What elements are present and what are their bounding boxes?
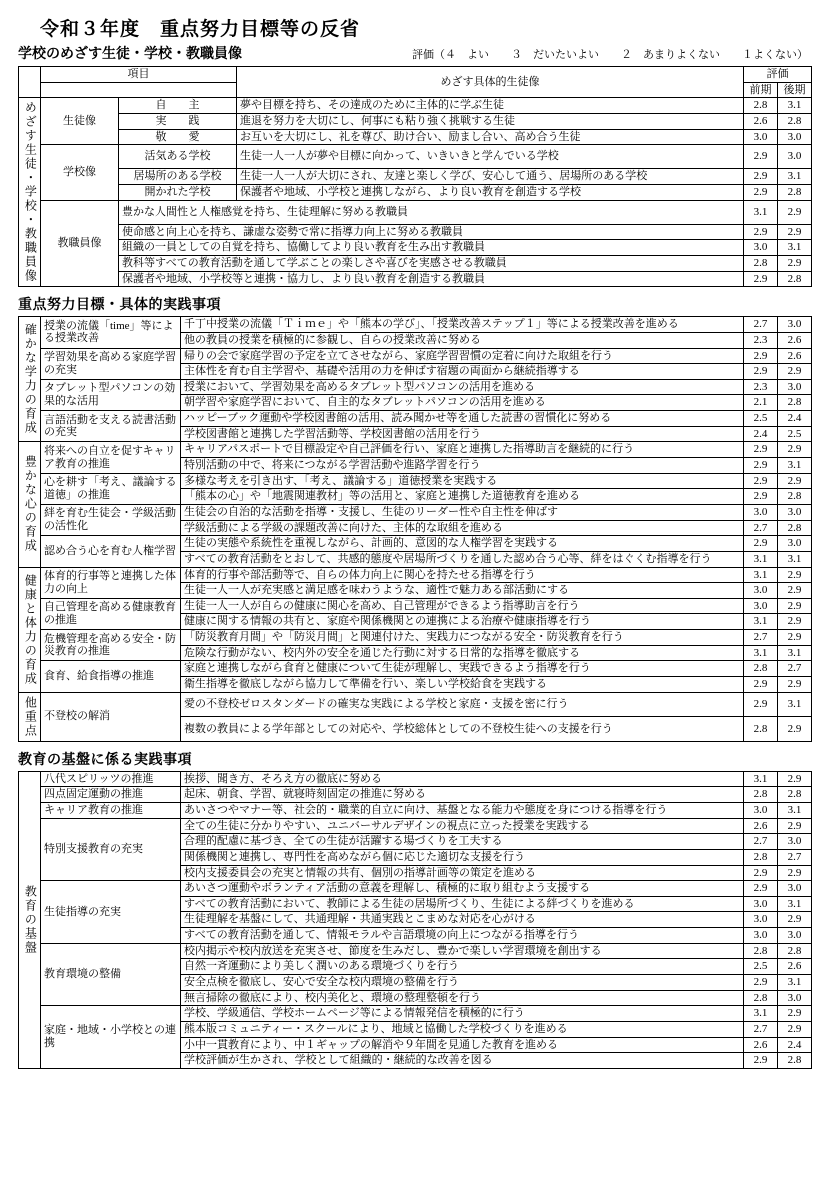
score-first-term: 2.8 — [744, 787, 778, 803]
score-first-term: 2.9 — [744, 677, 778, 693]
priority-detail: 健康に関する情報の共有と、家庭や関係機関との連携による治療や健康指導を行う — [181, 614, 744, 630]
table-row — [19, 317, 812, 333]
score-second-term: 2.5 — [778, 426, 812, 442]
score-second-term: 3.0 — [778, 504, 812, 520]
foundation-detail: 生徒理解を基盤にして、共通理解・共通実践とこまめな対応を心がける — [181, 912, 744, 928]
score-first-term: 2.6 — [744, 818, 778, 834]
foundation-detail: 全ての生徒に分かりやすい、ユニバーサルデザインの視点に立った授業を実践する — [181, 818, 744, 834]
score-first-term: 3.0 — [744, 583, 778, 599]
priority-detail: 多様な考えを引き出す、「考え、議論する」道徳授業を実践する — [181, 473, 744, 489]
score-first-term: 2.3 — [744, 332, 778, 348]
score-second-term: 2.7 — [778, 661, 812, 677]
evaluation-legend: 評価（４ よい ３ だいたいよい ２ あまりよくない １よくない） — [412, 49, 808, 61]
score-first-term: 2.8 — [744, 990, 778, 1006]
foundation-detail: 学校、学級通信、学校ホームページ等による情報発信を積極的に行う — [181, 1006, 744, 1022]
score-first-term: 2.9 — [744, 974, 778, 990]
vision-item-label: 敬 愛 — [119, 129, 237, 145]
score-second-term: 3.1 — [778, 645, 812, 661]
table-row — [19, 442, 812, 458]
score-first-term: 3.0 — [744, 802, 778, 818]
score-first-term: 2.9 — [744, 473, 778, 489]
score-second-term: 2.9 — [778, 912, 812, 928]
score-first-term: 2.6 — [744, 1037, 778, 1053]
table-row — [19, 787, 812, 803]
score-second-term: 2.9 — [778, 200, 812, 224]
priority-item-label: タブレット型パソコンの効果的な活用 — [41, 379, 181, 410]
priority-detail: 生徒会の自治的な活動を指導・支援し、生徒のリーダー性や自主性を伸ばす — [181, 504, 744, 520]
score-first-term: 2.8 — [744, 717, 778, 742]
priority-detail: 複数の教員による学年部としての対応や、学校総体としての不登校生徒への支援を行う — [181, 717, 744, 742]
priority-table — [18, 316, 812, 741]
priority-category-text: 健康と体力の育成 — [23, 573, 38, 686]
score-second-term: 2.8 — [778, 520, 812, 536]
score-first-term: 2.1 — [744, 395, 778, 411]
score-first-term: 3.0 — [744, 598, 778, 614]
table-row — [19, 536, 812, 552]
subtitle-row — [18, 43, 812, 63]
score-second-term: 3.0 — [778, 379, 812, 395]
table-row — [19, 1006, 812, 1022]
table-row — [19, 271, 812, 287]
priority-item-label: 将来への自立を促すキャリア教育の推進 — [41, 442, 181, 473]
score-second-term: 3.0 — [778, 881, 812, 897]
table-row — [19, 145, 812, 169]
priority-detail: 生徒一人一人が充実感と満足感を味わうような、適性で魅力ある部活動にする — [181, 583, 744, 599]
score-second-term: 3.1 — [778, 692, 812, 717]
score-second-term: 2.9 — [778, 567, 812, 583]
table-row — [19, 98, 812, 114]
score-first-term: 2.9 — [744, 184, 778, 200]
priority-detail: 帰りの会で家庭学習の予定を立てさせながら、家庭学習習慣の定着に向けた取組を行う — [181, 348, 744, 364]
priority-detail: 特別活動の中で、将来につながる学習活動や進路学習を行う — [181, 458, 744, 474]
score-first-term: 2.9 — [744, 145, 778, 169]
score-first-term: 3.1 — [744, 1006, 778, 1022]
score-second-term: 2.8 — [778, 787, 812, 803]
priority-detail: 学級活動による学級の課題改善に向けた、主体的な取組を進める — [181, 520, 744, 536]
table-row — [19, 379, 812, 395]
score-first-term: 2.9 — [744, 1053, 778, 1069]
priority-detail: 授業において、学習効果を高めるタブレット型パソコンの活用を進める — [181, 379, 744, 395]
foundation-detail: すべての教育活動において、教師による生徒の居場所づくり、生徒による絆づくりを進める — [181, 896, 744, 912]
score-second-term: 3.1 — [778, 240, 812, 256]
priority-detail: 千丁中授業の流儀「Ｔｉｍｅ」や「熊本の学び」、「授業改善ステップ１」等による授業改善を進める — [181, 317, 744, 333]
score-second-term: 2.6 — [778, 332, 812, 348]
score-first-term: 2.9 — [744, 442, 778, 458]
score-second-term: 2.9 — [778, 256, 812, 272]
score-first-term: 2.7 — [744, 520, 778, 536]
page-title: 令和３年度 重点努力目標等の反省 — [40, 19, 361, 40]
score-first-term: 3.0 — [744, 896, 778, 912]
score-first-term: 3.1 — [744, 551, 778, 567]
score-second-term: 2.8 — [778, 113, 812, 129]
priority-item-label: 自己管理を高める健康教育の推進 — [41, 598, 181, 629]
vision-detail: 夢や目標を持ち、その達成のために主体的に学ぶ生徒 — [237, 98, 744, 114]
vision-detail: 豊かな人間性と人権感覚を持ち、生徒理解に努める教職員 — [119, 200, 744, 224]
foundation-detail: あいさつ運動やボランティア活動の意義を理解し、積極的に取り組むよう支援する — [181, 881, 744, 897]
score-second-term: 2.9 — [778, 364, 812, 380]
score-first-term: 2.9 — [744, 271, 778, 287]
section2-title: 重点努力目標・具体的実践事項 — [18, 298, 221, 314]
table-row — [19, 224, 812, 240]
score-second-term: 2.8 — [778, 943, 812, 959]
score-first-term: 2.7 — [744, 834, 778, 850]
score-second-term: 2.9 — [778, 677, 812, 693]
table-row — [19, 692, 812, 717]
score-second-term: 2.9 — [778, 771, 812, 787]
vision-item-label: 実 践 — [119, 113, 237, 129]
vision-item-label: 自 主 — [119, 98, 237, 114]
priority-item-label: 体育的行事等と連携した体力の向上 — [41, 567, 181, 598]
priority-item-label: 学習効果を高める家庭学習の充実 — [41, 348, 181, 379]
score-second-term: 3.1 — [778, 551, 812, 567]
score-first-term: 2.9 — [744, 169, 778, 185]
priority-item-label: 不登校の解消 — [41, 692, 181, 741]
vision-group-label: 生徒像 — [41, 98, 119, 145]
score-first-term: 2.7 — [744, 630, 778, 646]
header-detail: めざす具体的生徒像 — [237, 67, 744, 98]
vision-detail: 生徒一人一人が大切にされ、友達と楽しく学び、安心して通う、居場所のある学校 — [237, 169, 744, 185]
score-first-term: 2.8 — [744, 661, 778, 677]
vision-side-label — [19, 98, 41, 287]
vision-detail: 生徒一人一人が夢や目標に向かって、いきいきと学んでいる学校 — [237, 145, 744, 169]
priority-detail: 学校図書館と連携した学習活動等、学校図書館の活用を行う — [181, 426, 744, 442]
priority-detail: 愛の不登校ゼロスタンダードの確実な実践による学校と家庭・支援を密に行う — [181, 692, 744, 717]
vision-detail: 組織の一員としての自覚を持ち、協働してより良い教育を生み出す教職員 — [119, 240, 744, 256]
foundation-item-label: 生徒指導の充実 — [41, 881, 181, 944]
score-first-term: 2.9 — [744, 865, 778, 881]
score-first-term: 2.9 — [744, 536, 778, 552]
score-second-term: 2.7 — [778, 849, 812, 865]
score-second-term: 3.1 — [778, 802, 812, 818]
priority-category-text: 確かな学力の育成 — [23, 323, 38, 436]
score-second-term: 3.0 — [778, 990, 812, 1006]
foundation-detail: 校内支援委員会の充実と情報の共有、個別の指導計画等の策定を進める — [181, 865, 744, 881]
score-second-term: 3.0 — [778, 317, 812, 333]
table-row — [19, 504, 812, 520]
score-second-term: 3.1 — [778, 458, 812, 474]
score-first-term: 3.1 — [744, 614, 778, 630]
score-first-term: 2.5 — [744, 411, 778, 427]
score-first-term: 2.9 — [744, 224, 778, 240]
score-first-term: 3.1 — [744, 771, 778, 787]
score-second-term: 2.8 — [778, 1053, 812, 1069]
score-second-term: 2.9 — [778, 473, 812, 489]
score-first-term: 3.0 — [744, 912, 778, 928]
vision-detail: 保護者や地域、小学校と連携しながら、より良い教育を創造する学校 — [237, 184, 744, 200]
priority-category-label — [19, 442, 41, 567]
score-first-term: 2.9 — [744, 458, 778, 474]
vision-detail: 進退を努力を大切にし、何事にも粘り強く挑戦する生徒 — [237, 113, 744, 129]
priority-category-label — [19, 692, 41, 741]
foundation-detail: 起床、朝食、学習、就寝時刻固定の推進に努める — [181, 787, 744, 803]
score-second-term: 2.9 — [778, 583, 812, 599]
table-row — [19, 473, 812, 489]
foundation-detail: 熊本版コミュニティー・スクールにより、地域と協働した学校づくりを進める — [181, 1021, 744, 1037]
priority-item-label: 認め合う心を育む人権学習 — [41, 536, 181, 567]
vision-group-label: 教職員像 — [41, 200, 119, 287]
score-first-term: 2.9 — [744, 489, 778, 505]
header-item-blank — [41, 82, 237, 98]
foundation-side-label — [19, 771, 41, 1068]
score-first-term: 3.0 — [744, 129, 778, 145]
vision-side-label-text: めざす生徒・学校・教職員像 — [23, 101, 38, 284]
foundation-detail: 自然一斉運動により美しく潤いのある環境づくりを行う — [181, 959, 744, 975]
header-first-term: 前期 — [744, 82, 778, 98]
score-second-term: 3.0 — [778, 145, 812, 169]
score-first-term: 3.0 — [744, 504, 778, 520]
score-second-term: 2.9 — [778, 865, 812, 881]
score-second-term: 2.9 — [778, 717, 812, 742]
score-first-term: 3.1 — [744, 645, 778, 661]
foundation-detail: 校内掲示や校内放送を充実させ、節度を生みだし、豊かで楽しい学習環境を創出する — [181, 943, 744, 959]
header-item: 項目 — [41, 67, 237, 83]
score-first-term: 2.8 — [744, 849, 778, 865]
priority-item-label: 言語活動を支える読書活動の充実 — [41, 411, 181, 442]
vision-detail: 教科等すべての教育活動を通して学ぶことの楽しさや喜びを実感させる教職員 — [119, 256, 744, 272]
priority-category-label — [19, 317, 41, 442]
priority-detail: 主体性を育む自主学習や、基礎や活用の力を伸ばす宿題の両面から継続指導する — [181, 364, 744, 380]
foundation-table — [18, 771, 812, 1069]
table-row — [19, 411, 812, 427]
priority-item-label: 危機管理を高める安全・防災教育の推進 — [41, 630, 181, 661]
priority-item-label: 授業の流儀「time」等による授業改善 — [41, 317, 181, 348]
table-row — [19, 771, 812, 787]
score-second-term: 2.9 — [778, 614, 812, 630]
score-first-term: 2.3 — [744, 379, 778, 395]
foundation-detail: 安全点検を徹底し、安心で安全な校内環境の整備を行う — [181, 974, 744, 990]
score-first-term: 2.8 — [744, 98, 778, 114]
foundation-detail: 無言掃除の徹底により、校内美化と、環境の整理整頓を行う — [181, 990, 744, 1006]
score-second-term: 2.9 — [778, 818, 812, 834]
vision-item-label: 居場所のある学校 — [119, 169, 237, 185]
table-row — [19, 943, 812, 959]
score-first-term: 2.9 — [744, 364, 778, 380]
priority-category-text: 豊かな心の育成 — [23, 455, 38, 554]
foundation-detail: 関係機関と連携し、専門性を高めながら個に応じた適切な支援を行う — [181, 849, 744, 865]
subtitle: 学校のめざす生徒・学校・教職員像 — [18, 47, 242, 62]
priority-item-label: 絆を育む生徒会・学級活動の活性化 — [41, 504, 181, 535]
vision-detail: 使命感と向上心を持ち、謙虚な姿勢で常に指導力向上に努める教職員 — [119, 224, 744, 240]
priority-detail: 家庭と連携しながら食育と健康について生徒が理解し、実践できるよう指導を行う — [181, 661, 744, 677]
priority-table-wrap — [18, 316, 812, 741]
score-second-term: 2.9 — [778, 1006, 812, 1022]
score-second-term: 3.1 — [778, 896, 812, 912]
table-row — [19, 169, 812, 185]
vision-detail: お互いを大切にし、礼を尊び、助け合い、励まし合い、高め合う生徒 — [237, 129, 744, 145]
table-row — [19, 184, 812, 200]
priority-detail: 衛生指導を徹底しながら協力して準備を行い、楽しい学校給食を実践する — [181, 677, 744, 693]
score-first-term: 2.7 — [744, 317, 778, 333]
foundation-item-label: キャリア教育の推進 — [41, 802, 181, 818]
score-second-term: 2.9 — [778, 598, 812, 614]
priority-detail: すべての教育活動をとおして、共感的態度や居場所づくりを通した認め合う心等、絆をはぐくむ指導を行う — [181, 551, 744, 567]
foundation-detail: 小中一貫教育により、中１ギャップの解消や９年間を見通した教育を進める — [181, 1037, 744, 1053]
foundation-detail: 学校評価が生かされ、学校として組織的・継続的な改善を図る — [181, 1053, 744, 1069]
table-row — [19, 129, 812, 145]
priority-detail: 体育的行事や部活動等で、自らの体力向上に関心を持たせる指導を行う — [181, 567, 744, 583]
foundation-detail: すべての教育活動を通して、情報モラルや言語環境の向上につながる指導を行う — [181, 928, 744, 944]
score-second-term: 2.9 — [778, 442, 812, 458]
foundation-side-label-text: 教育の基盤 — [23, 884, 38, 955]
table-row — [19, 348, 812, 364]
score-first-term: 2.8 — [744, 256, 778, 272]
vision-item-label: 開かれた学校 — [119, 184, 237, 200]
priority-detail: キャリアパスポートで目標設定や自己評価を行い、家庭と連携した指導助言を継続的に行う — [181, 442, 744, 458]
score-first-term: 2.9 — [744, 692, 778, 717]
priority-category-text: 他重点 — [23, 695, 38, 738]
score-second-term: 3.0 — [778, 129, 812, 145]
priority-detail: 他の教員の授業を積極的に参観し、自らの授業改善に努める — [181, 332, 744, 348]
foundation-detail: 挨拶、聞き方、そろえ方の徹底に努める — [181, 771, 744, 787]
table-row — [19, 200, 812, 224]
table-row — [19, 256, 812, 272]
table-row — [19, 598, 812, 614]
score-second-term: 2.8 — [778, 489, 812, 505]
table-row — [19, 802, 812, 818]
score-first-term: 3.1 — [744, 200, 778, 224]
score-second-term: 3.0 — [778, 834, 812, 850]
foundation-detail: 合理的配慮に基づき、全ての生徒が活躍する場づくりを工夫する — [181, 834, 744, 850]
score-second-term: 2.8 — [778, 271, 812, 287]
vision-item-label: 活気ある学校 — [119, 145, 237, 169]
table-row — [19, 630, 812, 646]
score-first-term: 3.0 — [744, 928, 778, 944]
corner-cell — [19, 67, 41, 98]
priority-detail: 「防災教育月間」や「防災月間」と関連付けた、実践力につながる安全・防災教育を行う — [181, 630, 744, 646]
foundation-item-label: 特別支援教育の充実 — [41, 818, 181, 881]
score-first-term: 3.0 — [744, 240, 778, 256]
score-first-term: 2.6 — [744, 113, 778, 129]
score-first-term: 2.5 — [744, 959, 778, 975]
foundation-item-label: 教育環境の整備 — [41, 943, 181, 1006]
table-row — [19, 661, 812, 677]
header-eval: 評価 — [744, 67, 812, 83]
score-second-term: 2.4 — [778, 411, 812, 427]
foundation-detail: あいさつやマナー等、社会的・職業的自立に向け、基盤となる能力や態度を身につける指導を行う — [181, 802, 744, 818]
score-second-term: 3.0 — [778, 928, 812, 944]
foundation-item-label: 八代スピリッツの推進 — [41, 771, 181, 787]
score-first-term: 2.8 — [744, 943, 778, 959]
table-row — [19, 567, 812, 583]
score-second-term: 3.1 — [778, 974, 812, 990]
score-first-term: 2.9 — [744, 881, 778, 897]
priority-detail: 「熊本の心」や「地震関連教材」等の活用と、家庭と連携した道徳教育を進める — [181, 489, 744, 505]
vision-detail: 保護者や地域、小学校等と連携・協力し、より良い教育を創造する教職員 — [119, 271, 744, 287]
score-second-term: 3.0 — [778, 536, 812, 552]
vision-table-wrap — [18, 66, 812, 287]
table-row — [19, 240, 812, 256]
score-second-term: 2.9 — [778, 224, 812, 240]
score-second-term: 2.8 — [778, 184, 812, 200]
priority-item-label: 食育、給食指導の推進 — [41, 661, 181, 692]
vision-group-label: 学校像 — [41, 145, 119, 200]
score-first-term: 2.4 — [744, 426, 778, 442]
table-row — [19, 881, 812, 897]
foundation-item-label: 家庭・地域・小学校との連携 — [41, 1006, 181, 1069]
foundation-item-label: 四点固定運動の推進 — [41, 787, 181, 803]
priority-detail: 朝学習や家庭学習において、自主的なタブレットパソコンの活用を進める — [181, 395, 744, 411]
foundation-table-wrap — [18, 771, 812, 1069]
header-second-term: 後期 — [778, 82, 812, 98]
score-second-term: 2.9 — [778, 630, 812, 646]
table-row — [19, 113, 812, 129]
score-second-term: 2.9 — [778, 1021, 812, 1037]
score-first-term: 2.7 — [744, 1021, 778, 1037]
priority-detail: ハッピーブック運動や学校図書館の活用、読み聞かせ等を通した読書の習慣化に努める — [181, 411, 744, 427]
score-second-term: 3.1 — [778, 98, 812, 114]
priority-item-label: 心を耕す「考え、議論する道徳」の推進 — [41, 473, 181, 504]
vision-table — [18, 66, 812, 287]
score-second-term: 2.6 — [778, 959, 812, 975]
priority-detail: 危険な行動がない、校内外の安全を通じた行動に対する日常的な指導を徹底する — [181, 645, 744, 661]
table-row — [19, 818, 812, 834]
priority-detail: 生徒の実態や系統性を重視しながら、計画的、意図的な人権学習を実践する — [181, 536, 744, 552]
score-second-term: 3.1 — [778, 169, 812, 185]
score-second-term: 2.4 — [778, 1037, 812, 1053]
section3-title: 教育の基盤に係る実践事項 — [18, 752, 192, 768]
score-first-term: 3.1 — [744, 567, 778, 583]
score-second-term: 2.8 — [778, 395, 812, 411]
table-header-row — [19, 67, 812, 83]
score-second-term: 2.6 — [778, 348, 812, 364]
priority-detail: 生徒一人一人が自らの健康に関心を高め、自己管理ができるよう指導助言を行う — [181, 598, 744, 614]
priority-category-label — [19, 567, 41, 692]
score-first-term: 2.9 — [744, 348, 778, 364]
